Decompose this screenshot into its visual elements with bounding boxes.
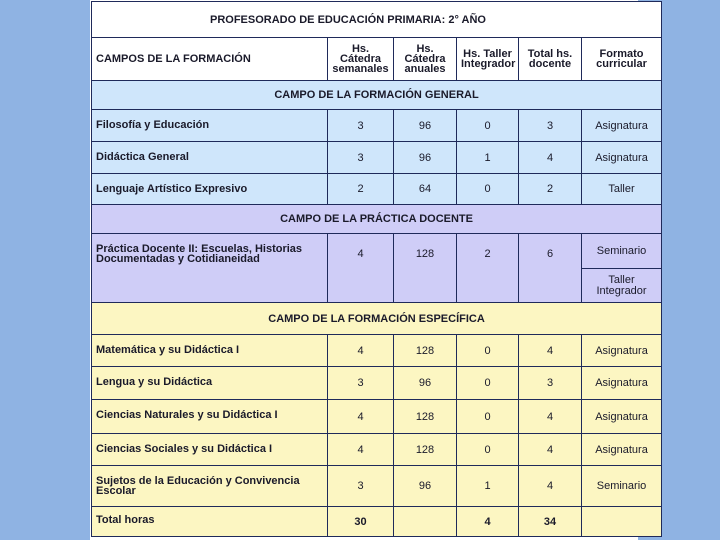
- totals-row: [92, 507, 662, 537]
- cell-semanales: 4: [328, 335, 394, 367]
- header-taller: Hs. Taller Integrador: [457, 38, 519, 81]
- cell-total: 3: [519, 110, 582, 142]
- cell-anuales: 64: [394, 174, 457, 205]
- cell-taller: 2: [457, 234, 519, 303]
- cell-formato: Asignatura: [582, 400, 662, 434]
- subject-name: Filosofía y Educación: [92, 110, 328, 142]
- subject-name: Ciencias Sociales y su Didáctica I: [92, 434, 328, 466]
- cell-semanales: 3: [328, 142, 394, 174]
- cell-anuales: 96: [394, 110, 457, 142]
- cell-semanales: 3: [328, 466, 394, 507]
- cell-formato: Taller: [582, 174, 662, 205]
- cell-anuales: 96: [394, 142, 457, 174]
- cell-formato-secondary: Taller Integrador: [582, 269, 662, 303]
- header-total: Total hs. docente: [519, 38, 582, 81]
- curriculum-table: [91, 1, 662, 537]
- cell-total: 3: [519, 367, 582, 400]
- table-row: [92, 367, 662, 400]
- cell-taller: 0: [457, 174, 519, 205]
- subject-name: Sujetos de la Educación y Convivencia Escolar: [92, 466, 328, 507]
- subject-name: Lenguaje Artístico Expresivo: [92, 174, 328, 205]
- cell-taller: 1: [457, 142, 519, 174]
- total-semanales: 30: [328, 507, 394, 537]
- table-row: [92, 335, 662, 367]
- cell-taller: 1: [457, 466, 519, 507]
- section-row: [92, 303, 662, 335]
- section-row: [92, 81, 662, 110]
- total-anuales: [394, 507, 457, 537]
- cell-total: 4: [519, 434, 582, 466]
- header-catedra-semanales: Hs. Cátedra semanales: [328, 38, 394, 81]
- cell-semanales: 3: [328, 367, 394, 400]
- header-formato: Formato curricular: [582, 38, 662, 81]
- cell-taller: 0: [457, 335, 519, 367]
- cell-formato: Asignatura: [582, 434, 662, 466]
- cell-formato: Asignatura: [582, 367, 662, 400]
- cell-taller: 0: [457, 400, 519, 434]
- cell-taller: 0: [457, 110, 519, 142]
- table-row: [92, 174, 662, 205]
- section-title-general: CAMPO DE LA FORMACIÓN GENERAL: [92, 81, 662, 110]
- cell-total: 4: [519, 400, 582, 434]
- cell-formato: Asignatura: [582, 142, 662, 174]
- header-campos: CAMPOS DE LA FORMACIÓN: [92, 38, 328, 81]
- cell-anuales: 128: [394, 234, 457, 303]
- cell-formato: Asignatura: [582, 335, 662, 367]
- subject-name: Ciencias Naturales y su Didáctica I: [92, 400, 328, 434]
- section-title-practica: CAMPO DE LA PRÁCTICA DOCENTE: [92, 205, 662, 234]
- section-row: [92, 205, 662, 234]
- header-catedra-anuales: Hs. Cátedra anuales: [394, 38, 457, 81]
- total-formato: [582, 507, 662, 537]
- title-row: [92, 2, 662, 38]
- cell-total: 4: [519, 466, 582, 507]
- document-sheet: [90, 0, 648, 540]
- cell-anuales: 128: [394, 400, 457, 434]
- cell-semanales: 4: [328, 234, 394, 303]
- table-row: [92, 110, 662, 142]
- cell-semanales: 4: [328, 400, 394, 434]
- table-row: [92, 400, 662, 434]
- cell-total: 2: [519, 174, 582, 205]
- subject-name: Lengua y su Didáctica: [92, 367, 328, 400]
- section-title-especifica: CAMPO DE LA FORMACIÓN ESPECÍFICA: [92, 303, 662, 335]
- cell-taller: 0: [457, 367, 519, 400]
- cell-anuales: 128: [394, 434, 457, 466]
- cell-total: 4: [519, 335, 582, 367]
- cell-anuales: 128: [394, 335, 457, 367]
- table-row: [92, 234, 662, 269]
- cell-formato: Seminario: [582, 466, 662, 507]
- page-title: PROFESORADO DE EDUCACIÓN PRIMARIA: 2° AÑO: [92, 2, 662, 38]
- table-row: [92, 434, 662, 466]
- cell-semanales: 4: [328, 434, 394, 466]
- total-taller: 4: [457, 507, 519, 537]
- cell-semanales: 3: [328, 110, 394, 142]
- cell-formato: Asignatura: [582, 110, 662, 142]
- table-row: [92, 466, 662, 507]
- total-docente: 34: [519, 507, 582, 537]
- header-row: [92, 38, 662, 81]
- cell-taller: 0: [457, 434, 519, 466]
- table-row: [92, 142, 662, 174]
- cell-total: 6: [519, 234, 582, 303]
- subject-name: Matemática y su Didáctica I: [92, 335, 328, 367]
- cell-anuales: 96: [394, 367, 457, 400]
- cell-total: 4: [519, 142, 582, 174]
- cell-formato: Seminario: [582, 234, 662, 269]
- subject-name: Didáctica General: [92, 142, 328, 174]
- cell-anuales: 96: [394, 466, 457, 507]
- cell-semanales: 2: [328, 174, 394, 205]
- totals-label: Total horas: [92, 507, 328, 537]
- subject-name: Práctica Docente II: Escuelas, Historias Documentadas y Cotidianeidad: [92, 234, 328, 303]
